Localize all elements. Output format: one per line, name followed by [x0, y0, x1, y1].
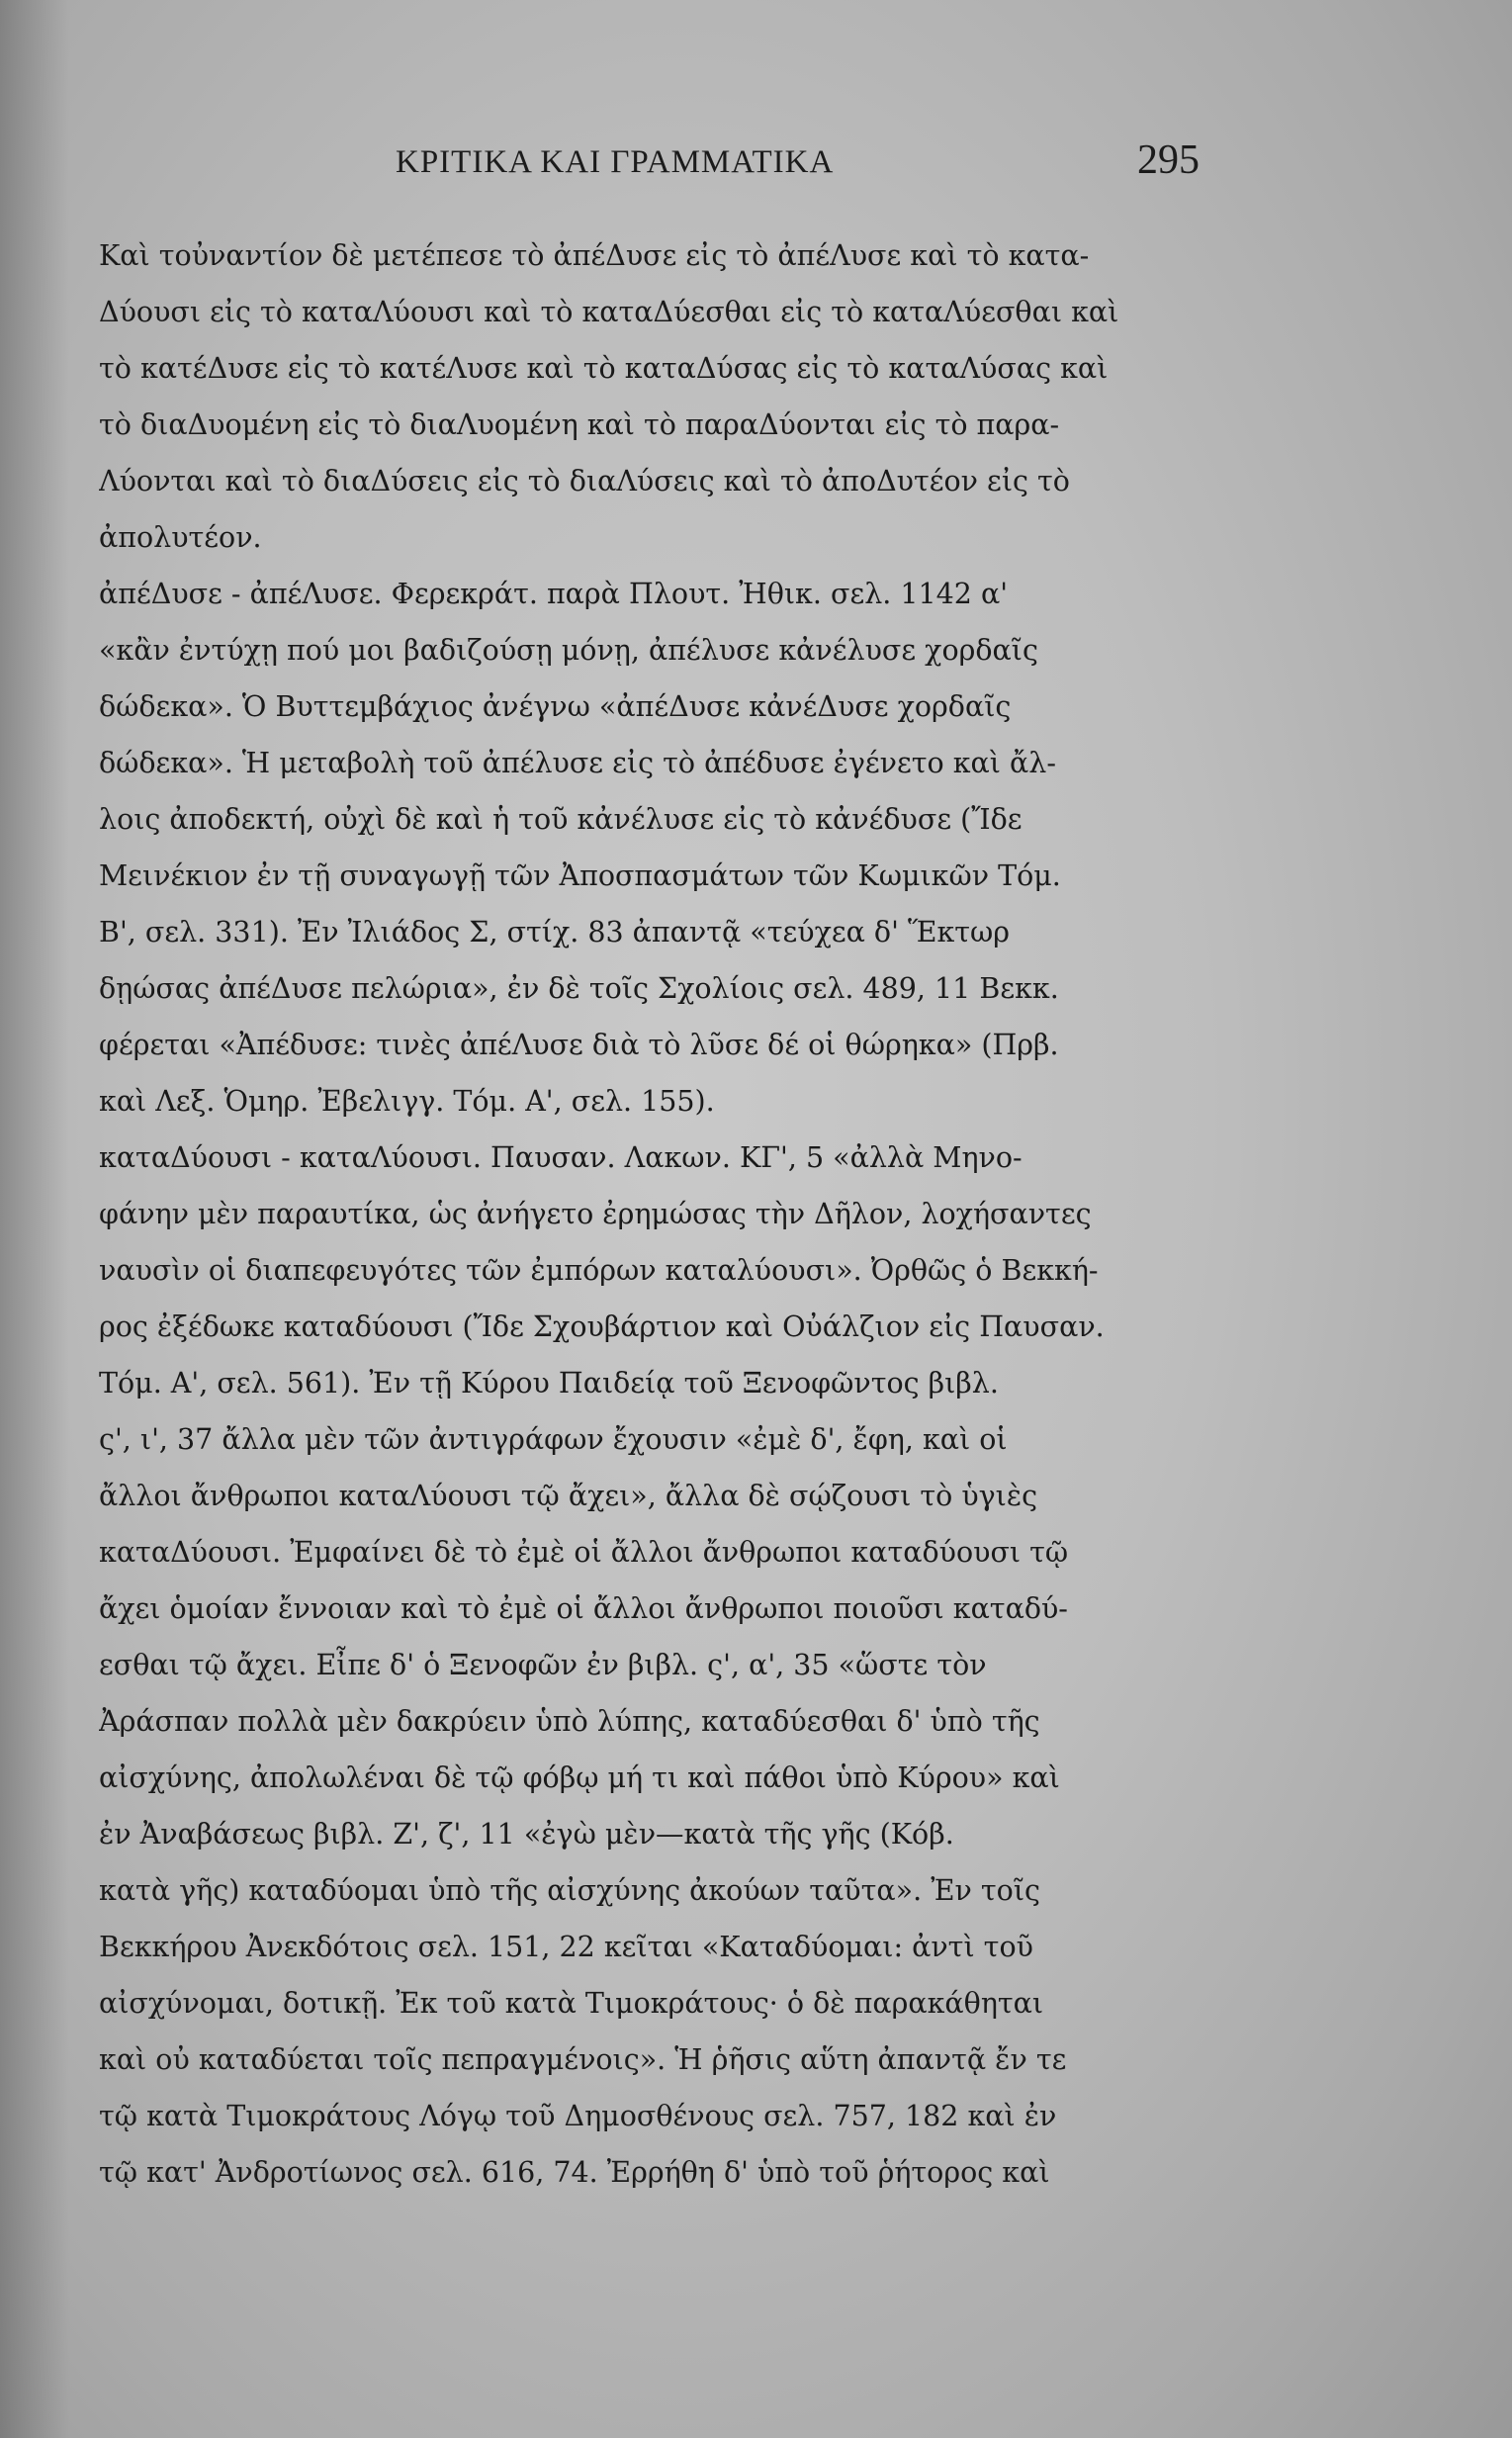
text-line: τὸ διαΔυομένη εἰς τὸ διαΛυομένη καὶ τὸ παραΔύονται εἰς τὸ παρα- [99, 408, 1060, 441]
text-line: τὸ κατέΔυσε εἰς τὸ κατέΛυσε καὶ τὸ καταΔύσας εἰς τὸ καταΛύσας καὶ [99, 352, 1109, 385]
text-line: εσθαι τῷ ἄχει. Εἶπε δ' ὁ Ξενοφῶν ἐν βιβλ. ς', α', 35 «ὥστε τὸν [99, 1649, 987, 1681]
text-line: καὶ Λεξ. Ὁμηρ. Ἐβελιγγ. Τόμ. Α', σελ. 155). [99, 1085, 715, 1118]
text-line: τῷ κατ' Ἀνδροτίωνος σελ. 616, 74. Ἐρρήθη δ' ὑπὸ τοῦ ῥήτορος καὶ [99, 2156, 1050, 2189]
text-line: Βεκκήρου Ἀνεκδότοις σελ. 151, 22 κεῖται «Καταδύομαι: ἀντὶ τοῦ [99, 1931, 1033, 1963]
text-line: φάνην μὲν παραυτίκα, ὡς ἀνήγετο ἐρημώσας τὴν Δῆλον, λοχήσαντες [99, 1198, 1092, 1230]
text-line: ἄλλοι ἄνθρωποι καταΛύουσι τῷ ἄχει», ἄλλα δὲ σῴζουσι τὸ ὑγιὲς [99, 1480, 1038, 1512]
text-line: δῃώσας ἀπέΔυσε πελώρια», ἐν δὲ τοῖς Σχολίοις σελ. 489, 11 Βεκκ. [99, 972, 1059, 1005]
text-line: καὶ οὐ καταδύεται τοῖς πεπραγμένοις». Ἡ ῥῆσις αὕτη ἀπαντᾷ ἔν τε [99, 2043, 1067, 2076]
text-line: δώδεκα». Ἡ μεταβολὴ τοῦ ἀπέλυσε εἰς τὸ ἀπέδυσε ἐγένετο καὶ ἄλ- [99, 747, 1056, 779]
text-line: καταΔύουσι. Ἐμφαίνει δὲ τὸ ἐμὲ οἱ ἄλλοι ἄνθρωποι καταδύουσι τῷ [99, 1536, 1069, 1569]
text-line: ἀπολυτέον. [99, 521, 262, 554]
spine-shadow [0, 0, 69, 2438]
body-text [99, 227, 1236, 2201]
text-line: καταΔύουσι - καταΛύουσι. Παυσαν. Λακων. ΚΓ', 5 «ἀλλὰ Μηνο- [99, 1141, 1023, 1174]
text-line: ἄχει ὁμοίαν ἔννοιαν καὶ τὸ ἐμὲ οἱ ἄλλοι ἄνθρωποι ποιοῦσι καταδύ- [99, 1592, 1068, 1625]
text-line: Β', σελ. 331). Ἐν Ἰλιάδος Σ, στίχ. 83 ἀπαντᾷ «τεύχεα δ' Ἕκτωρ [99, 916, 1011, 948]
text-line: αἰσχύνης, ἀπολωλέναι δὲ τῷ φόβῳ μή τι καὶ πάθοι ὑπὸ Κύρου» καὶ [99, 1761, 1060, 1794]
text-line: κατὰ γῆς) καταδύομαι ὑπὸ τῆς αἰσχύνης ἀκούων ταῦτα». Ἐν τοῖς [99, 1874, 1040, 1907]
text-line: Καὶ τοὐναντίον δὲ μετέπεσε τὸ ἀπέΔυσε εἰς τὸ ἀπέΛυσε καὶ τὸ κατα- [99, 239, 1090, 272]
running-head: ΚΡΙΤΙΚΑ ΚΑΙ ΓΡΑΜΜΑΤΙΚΑ [396, 144, 835, 180]
text-line: ναυσὶν οἱ διαπεφευγότες τῶν ἐμπόρων καταλύουσι». Ὀρθῶς ὁ Βεκκή- [99, 1254, 1099, 1287]
text-line: Τόμ. Α', σελ. 561). Ἐν τῇ Κύρου Παιδείᾳ τοῦ Ξενοφῶντος βιβλ. [99, 1367, 999, 1400]
text-line: Λύονται καὶ τὸ διαΔύσεις εἰς τὸ διαΛύσεις καὶ τὸ ἀποΔυτέον εἰς τὸ [99, 465, 1070, 497]
page-number: 295 [1137, 137, 1200, 183]
text-line: δώδεκα». Ὁ Βυττεμβάχιος ἀνέγνω «ἀπέΔυσε κἀνέΔυσε χορδαῖς [99, 690, 1012, 723]
text-line: «κἂν ἐντύχῃ πού μοι βαδιζούσῃ μόνῃ, ἀπέλυσε κἀνέλυσε χορδαῖς [99, 634, 1038, 667]
text-line: ς', ι', 37 ἄλλα μὲν τῶν ἀντιγράφων ἔχουσιν «ἐμὲ δ', ἔφη, καὶ οἱ [99, 1423, 1008, 1456]
text-line: ἐν Ἀναβάσεως βιβλ. Ζ', ζ', 11 «ἐγὼ μὲν—κατὰ τῆς γῆς (Κόβ. [99, 1818, 954, 1851]
text-line: Ἀράσπαν πολλὰ μὲν δακρύειν ὑπὸ λύπης, καταδύεσθαι δ' ὑπὸ τῆς [99, 1705, 1040, 1738]
text-line: Μεινέκιον ἐν τῇ συναγωγῇ τῶν Ἀποσπασμάτων τῶν Κωμικῶν Τόμ. [99, 859, 1061, 892]
text-line: φέρεται «Ἀπέδυσε: τινὲς ἀπέΛυσε διὰ τὸ λῦσε δέ οἱ θώρηκα» (Πρβ. [99, 1029, 1059, 1061]
text-line: αἰσχύνομαι, δοτικῇ. Ἐκ τοῦ κατὰ Τιμοκράτους· ὁ δὲ παρακάθηται [99, 1987, 1044, 2020]
text-line: Δύουσι εἰς τὸ καταΛύουσι καὶ τὸ καταΔύεσθαι εἰς τὸ καταΛύεσθαι καὶ [99, 296, 1119, 328]
page-header [0, 136, 1512, 196]
text-line: λοις ἀποδεκτή, οὐχὶ δὲ καὶ ἡ τοῦ κἀνέλυσε εἰς τὸ κἀνέδυσε (Ἴδε [99, 803, 1023, 836]
text-line: ρος ἐξέδωκε καταδύουσι (Ἴδε Σχουβάρτιον καὶ Οὐάλζιον εἰς Παυσαν. [99, 1310, 1105, 1343]
text-line: ἀπέΔυσε - ἀπέΛυσε. Φερεκράτ. παρὰ Πλουτ. Ἠθικ. σελ. 1142 α' [99, 578, 1009, 610]
text-line: τῷ κατὰ Τιμοκράτους Λόγῳ τοῦ Δημοσθένους σελ. 757, 182 καὶ ἐν [99, 2100, 1057, 2132]
